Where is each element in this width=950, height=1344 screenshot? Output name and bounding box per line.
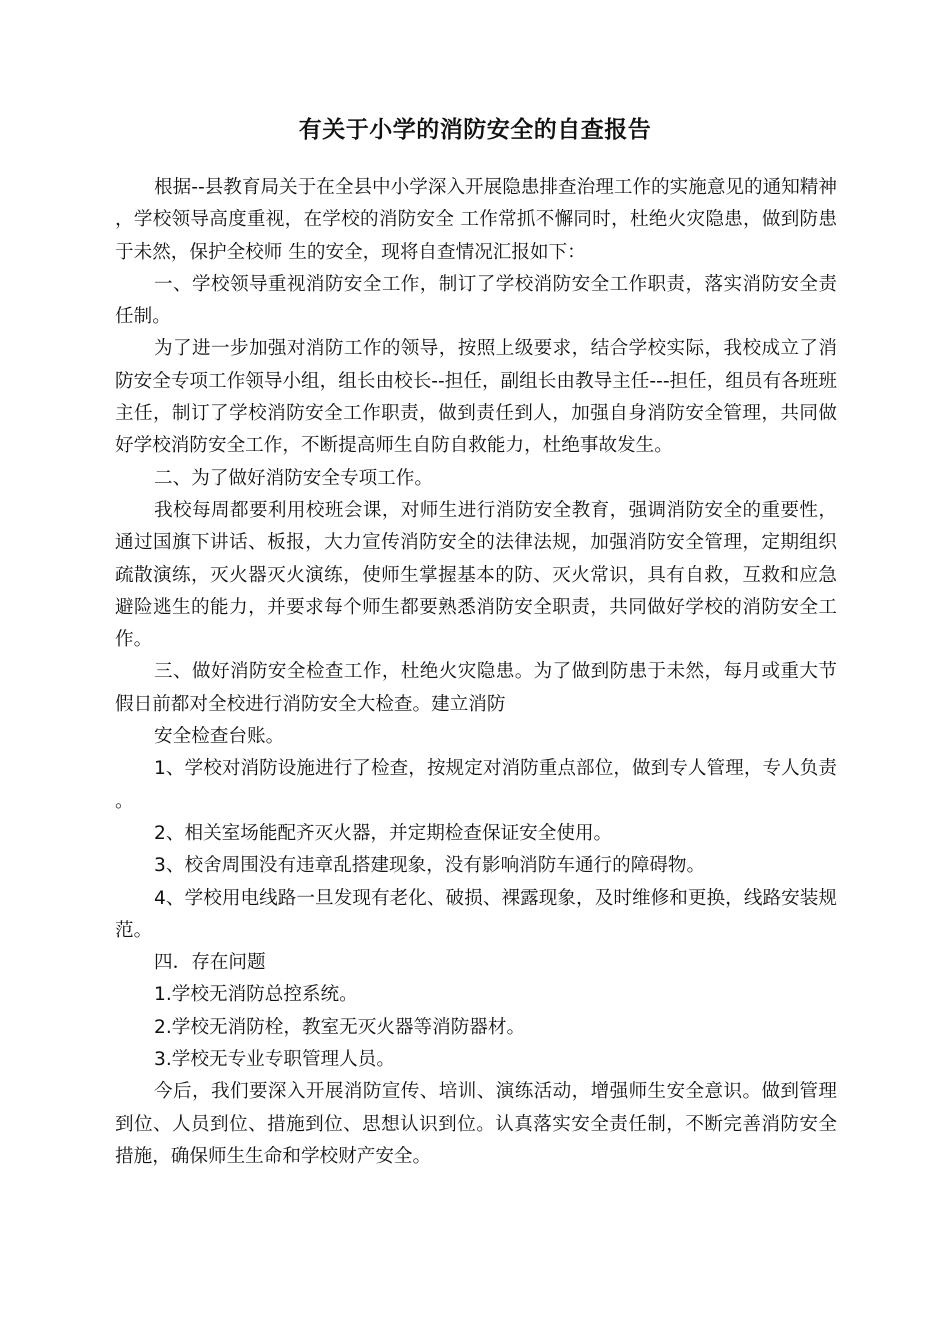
paragraph-problem-1: 1.学校无消防总控系统。: [154, 984, 358, 1006]
paragraph-problem-2: 2.学校无消防栓，教室无灭火器等消防器材。: [154, 1016, 526, 1038]
paragraph-section-2-heading: 二、为了做好消防安全专项工作。: [154, 467, 433, 489]
paragraph-check-item-2: 2、相关室场能配齐灭火器，并定期检查保证安全使用。: [154, 822, 613, 844]
paragraph-section-4-heading: 四．存在问题: [154, 952, 266, 974]
paragraph-section-3-heading: 三、做好消防安全检查工作，杜绝火灾隐患。为了做到防患于未然，每月或重大节假日前都对全校进行消防安全大检查。建立消防: [115, 661, 837, 715]
paragraph-intro: 根据--县教育局关于在全县中小学深入开展隐患排查治理工作的实施意见的通知精神，学校领导高度重视，在学校的消防安全 工作常抓不懈同时，杜绝火灾隐患，做到防患于未然，保护全校师 生的安全，现将自查情况汇报如下：: [115, 177, 837, 263]
paragraph-section-2-body: 我校每周都要利用校班会课，对师生进行消防安全教育，强调消防安全的重要性，通过国旗下讲话、板报，大力宣传消防安全的法律法规，加强消防安全管理，定期组织疏散演练，灭火器灭火演练，使师生掌握基本的防、灭火常识，具有自救，互救和应急避险逃生的能力，并要求每个师生都要熟悉消防安全职责，共同做好学校的消防安全工作。: [115, 499, 837, 651]
paragraph-problem-3: 3.学校无专业专职管理人员。: [154, 1049, 395, 1071]
document-title: 有关于小学的消防安全的自查报告: [298, 117, 652, 143]
paragraph-check-item-1: 1、学校对消防设施进行了检查，按规定对消防重点部位，做到专人管理，专人负责。: [115, 758, 837, 812]
paragraph-check-item-4: 4、学校用电线路一旦发现有老化、破损、裸露现象，及时维修和更换，线路安装规范。: [115, 887, 837, 941]
paragraph-section-1-body: 为了进一步加强对消防工作的领导，按照上级要求，结合学校实际，我校成立了消防安全专项工作领导小组，组长由校长--担任，副组长由教导主任---担任，组员有各班班主任，制订了学校消防安全工作职责，做到责任到人，加强自身消防安全管理，共同做好学校消防安全工作，不断提高师生自防自救能力，杜绝事故发生。: [115, 338, 837, 457]
paragraph-check-item-3: 3、校舍周围没有违章乱搭建现象，没有影响消防车通行的障碍物。: [154, 855, 706, 877]
document-body: [115, 172, 837, 1173]
paragraph-conclusion: 今后，我们要深入开展消防宣传、培训、演练活动，增强师生安全意识。做到管理到位、人员到位、措施到位、思想认识到位。认真落实安全责任制，不断完善消防安全措施，确保师生生命和学校财产安全。: [115, 1081, 837, 1167]
paragraph-section-1-heading: 一、学校领导重视消防安全工作，制订了学校消防安全工作职责，落实消防安全责任制。: [115, 273, 837, 328]
paragraph-section-3-continued: 安全检查台账。: [154, 726, 285, 748]
